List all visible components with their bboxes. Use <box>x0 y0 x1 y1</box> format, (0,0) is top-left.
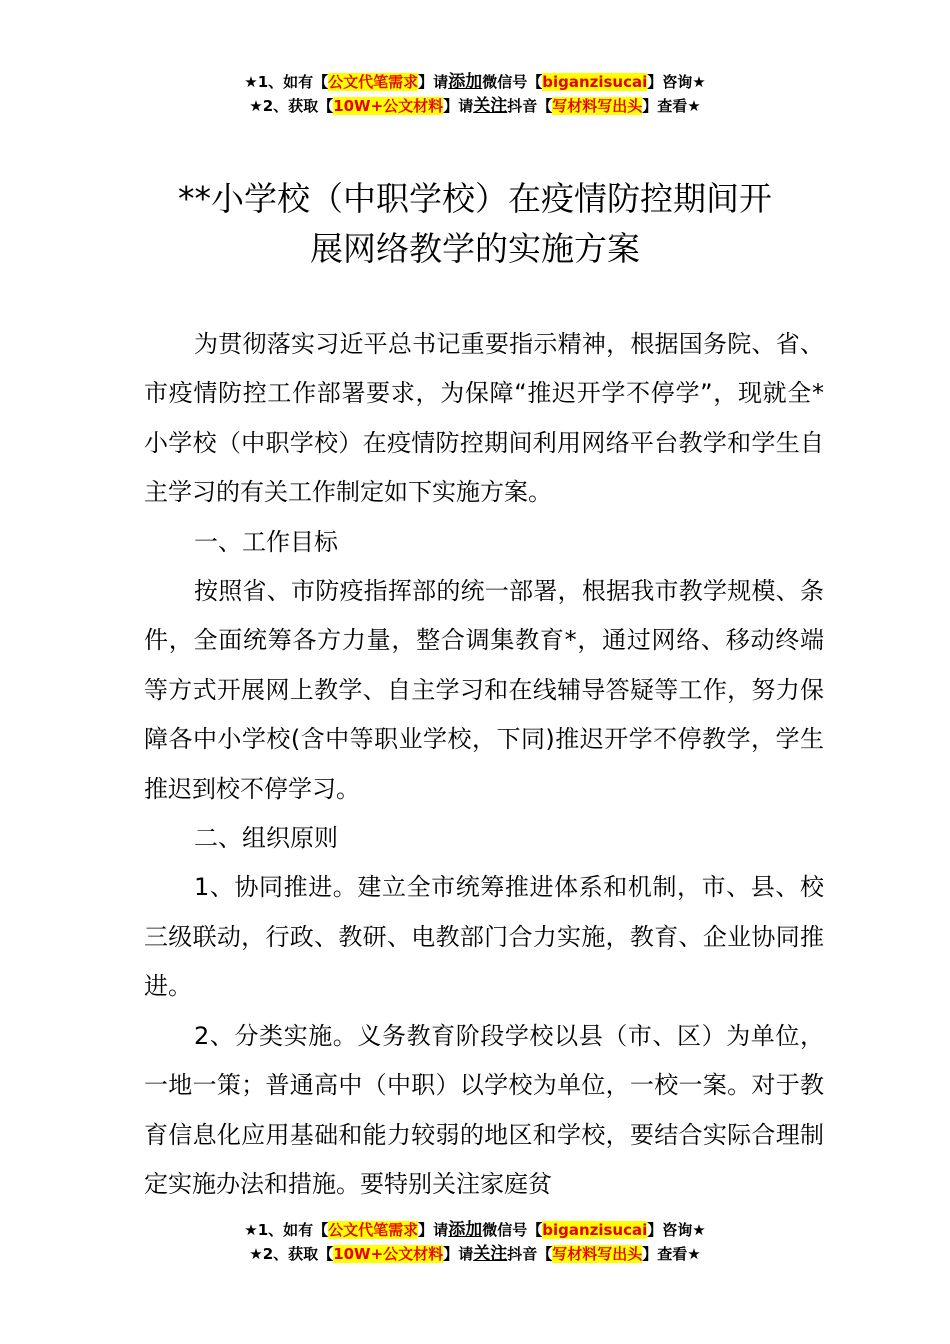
promo-highlight: 10W+公文材料 <box>333 1245 444 1263</box>
title-line: 展网络教学的实施方案 <box>310 229 640 268</box>
promo-text: ★1、如有【 <box>244 1221 329 1239</box>
title-line: **小学校（中职学校）在疫情防控期间开 <box>178 179 772 218</box>
promo-line-2 <box>0 94 950 118</box>
promo-banner-bottom <box>0 1218 950 1266</box>
promo-text: ★2、获取【 <box>249 97 334 115</box>
promo-line-1 <box>0 1218 950 1242</box>
promo-text: 】查看★ <box>642 1245 701 1263</box>
promo-banner-top <box>0 70 950 118</box>
promo-text: 】请 <box>418 1221 449 1239</box>
document-body <box>144 320 824 1209</box>
promo-text: 抖音【 <box>507 97 553 115</box>
promo-text: 】咨询★ <box>647 1221 706 1239</box>
promo-line-2 <box>0 1242 950 1266</box>
promo-emphasis: 添加 <box>448 72 483 92</box>
promo-text: 】咨询★ <box>647 73 706 91</box>
promo-line-1 <box>0 70 950 94</box>
body-paragraph: 2、分类实施。义务教育阶段学校以县（市、区）为单位，一地一策；普通高中（中职）以学校为单位，一校一案。对于教育信息化应用基础和能力较弱的地区和学校，要结合实际合理制定实施办法和措施。要特别关注家庭贫 <box>144 1021 824 1198</box>
promo-douyin-account: 写材料写出头 <box>552 1245 643 1263</box>
document-title <box>120 174 830 274</box>
section-heading: 二、组织原则 <box>194 824 338 853</box>
promo-wechat-id: biganzisucai <box>542 73 648 91</box>
promo-text: 】查看★ <box>642 97 701 115</box>
promo-text: 微信号【 <box>482 73 543 91</box>
promo-douyin-account: 写材料写出头 <box>552 97 643 115</box>
promo-emphasis: 关注 <box>473 96 508 116</box>
promo-text: ★2、获取【 <box>249 1245 334 1263</box>
promo-text: ★1、如有【 <box>244 73 329 91</box>
promo-text: 抖音【 <box>507 1245 553 1263</box>
promo-text: 微信号【 <box>482 1221 543 1239</box>
promo-emphasis: 添加 <box>448 1220 483 1240</box>
promo-wechat-id: biganzisucai <box>542 1221 648 1239</box>
promo-text: 】请 <box>443 97 474 115</box>
promo-text: 】请 <box>418 73 449 91</box>
promo-highlight: 公文代笔需求 <box>328 1221 419 1239</box>
section-heading: 一、工作目标 <box>194 527 338 556</box>
promo-highlight: 10W+公文材料 <box>333 97 444 115</box>
promo-text: 】请 <box>443 1245 474 1263</box>
promo-highlight: 公文代笔需求 <box>328 73 419 91</box>
promo-emphasis: 关注 <box>473 1244 508 1264</box>
body-paragraph: 按照省、市防疫指挥部的统一部署，根据我市教学规模、条件，全面统筹各方力量，整合调集教育*，通过网络、移动终端等方式开展网上教学、自主学习和在线辅导答疑等工作，努力保障各中小学校(含中等职业学校，下同)推迟开学不停教学，学生推迟到校不停学习。 <box>144 577 824 803</box>
body-paragraph: 1、协同推进。建立全市统筹推进体系和机制，市、县、校三级联动，行政、教研、电教部门合力实施，教育、企业协同推进。 <box>144 873 824 1001</box>
intro-paragraph: 为贯彻落实习近平总书记重要指示精神，根据国务院、省、市疫情防控工作部署要求，为保障“推迟开学不停学”，现就全*小学校（中职学校）在疫情防控期间利用网络平台教学和学生自主学习的有关工作制定如下实施方案。 <box>144 330 824 507</box>
